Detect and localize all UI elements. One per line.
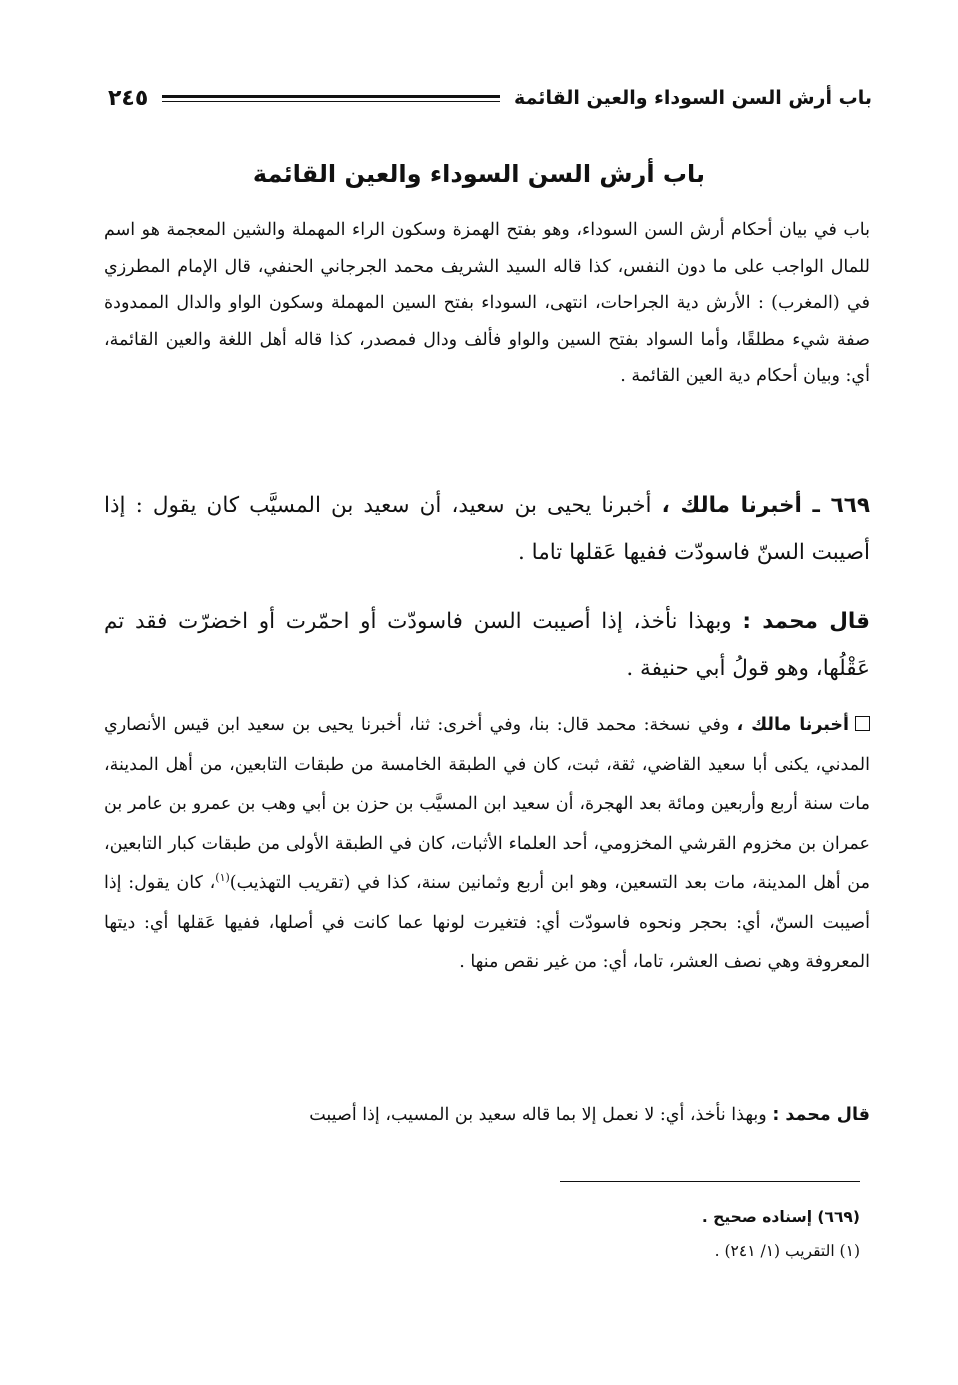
muhammad-said-paragraph: [104, 598, 870, 692]
footnote-669: (٦٦٩) إسناده صحيح .: [701, 1208, 860, 1226]
commentary-lead: أخبرنا مالك ،: [736, 715, 849, 735]
square-marker-icon: [855, 716, 870, 731]
commentary-paragraph: [104, 706, 870, 983]
commentary-text-a: وفي نسخة: محمد قال: بنا، وفي أخرى: ثنا، أخبرنا يحيى بن سعيد ابن قيس الأنصاري المدني، يكنى أبا سعيد القاضي، ثقة، ثبت، كان في الطبقة الخامسة من طبقات التابعين، من أهل المدينة، مات سنة أربع وأربعين ومائة بعد الهجرة، أن سعيد ابن المسيَّب بن حزن بن أبي وهب بن عمرو بن عامر بن عمران بن مخزوم القرشي المخزومي، أحد العلماء الأثبات، كان في الطبقة الأولى من طبقات كبار التابعين، من أهل المدينة، مات بعد التسعين، وهو ابن أربع وثمانين سنة، كذا في (تقريب التهذيب): [104, 715, 870, 893]
hadith-text: أخبرنا يحيى بن سعيد، أن سعيد بن المسيَّب كان يقول : إذا أصيبت السنّ فاسودّت ففيها عَقلها تاما .: [104, 493, 870, 565]
muhammad-said-lead: قال محمد :: [742, 609, 870, 634]
running-header: [108, 80, 872, 116]
muhammad-said-commentary-text: وبهذا نأخذ، أي: لا نعمل إلا بما قاله سعيد بن المسيب، إذا أصيبت: [309, 1105, 773, 1125]
chapter-title: باب أرش السن السوداء والعين القائمة: [252, 160, 706, 188]
muhammad-said-text: وبهذا نأخذ، إذا أصيبت السن فاسودّت أو احمّرت أو اخضرّت فقد تم عَقْلُها، وهو قولُ أبي حنيفة .: [104, 609, 870, 681]
commentary-text-b: ، كان يقول: إذا أصيبت السنّ، أي: بحجر ونحوه فاسودّت أي: فتغيرت لونها عما كانت في أصلها، ففيها عَقلها أي: ديتها المعروفة وهي نصف العشر، تاما، أي: من غير نقص منها .: [104, 873, 870, 972]
footnote-1: (١) التقريب (١/ ٢٤١) .: [714, 1242, 860, 1260]
header-rule: [162, 95, 500, 102]
footnotes: [460, 1200, 860, 1268]
muhammad-said-commentary-lead: قال محمد :: [772, 1105, 870, 1125]
running-title: باب أرش السن السوداء والعين القائمة: [514, 87, 872, 109]
footnote-rule: [560, 1181, 860, 1182]
footnote-ref: (١): [215, 871, 230, 885]
muhammad-said-commentary: [104, 1096, 870, 1136]
page-number: ٢٤٥: [108, 85, 149, 111]
hadith-lead: ٦٦٩ ـ أخبرنا مالك ،: [661, 493, 870, 518]
intro-paragraph: باب في بيان أحكام أرش السن السوداء، وهو بفتح الهمزة وسكون الراء المهملة والشين المعجمة هو اسم للمال الواجب على ما دون النفس، كذا قاله السيد الشريف محمد الجرجاني الحنفي، قال الإمام المطرزي في (المغرب) : الأرش دية الجراحات، انتهى، السوداء بفتح السين المهملة وسكون الواو والدال الممدودة صفة شيء مطلقًا، وأما السواد بفتح السين والواو فألف ودال فمصدر، كذا قاله أهل اللغة والعين القائمة، أي: وبيان أحكام دية العين القائمة .: [104, 220, 870, 386]
hadith-paragraph: [104, 482, 870, 576]
